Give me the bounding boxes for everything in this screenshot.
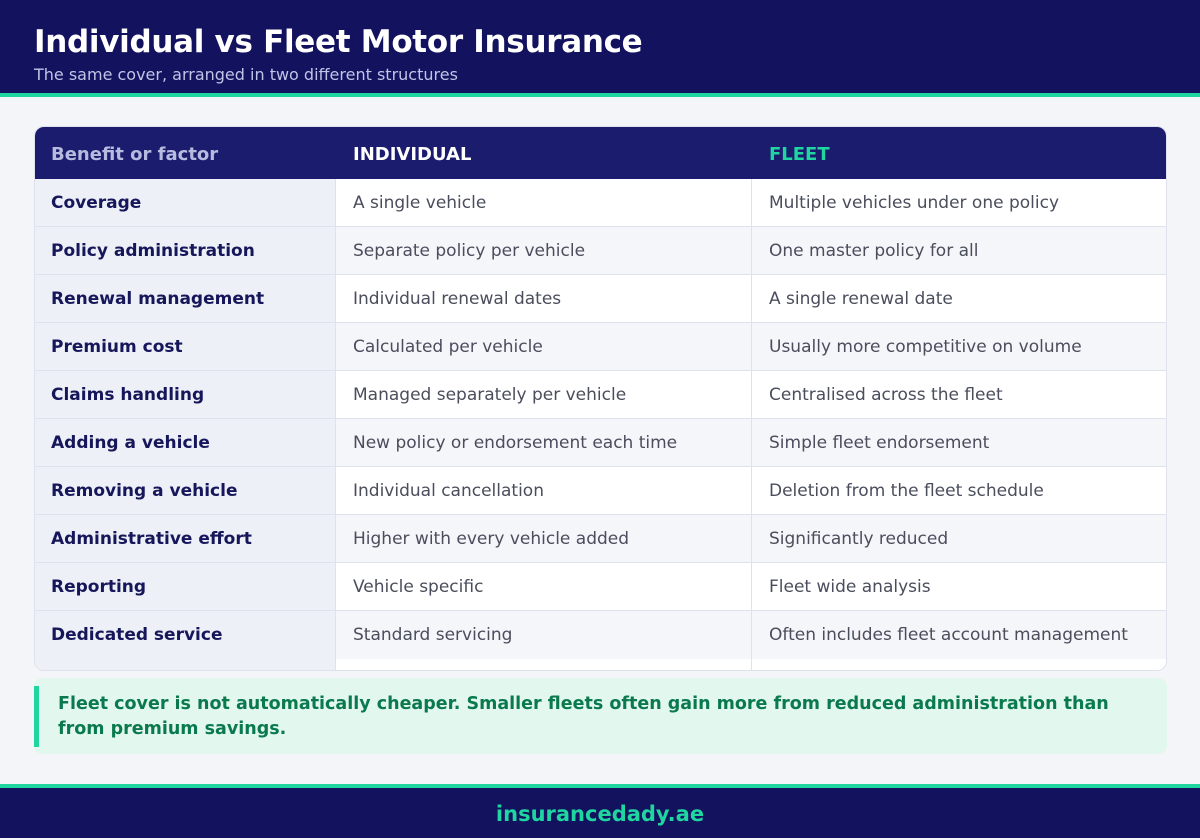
- cell-factor: Administrative effort: [51, 529, 252, 549]
- table-row: [35, 371, 1166, 419]
- page-title: Individual vs Fleet Motor Insurance: [34, 24, 643, 60]
- cell-factor: Removing a vehicle: [51, 481, 238, 501]
- cell-individual: A single vehicle: [353, 193, 487, 213]
- cell-fleet: Fleet wide analysis: [769, 577, 931, 597]
- cell-individual: Managed separately per vehicle: [353, 385, 627, 405]
- cell-fleet: Significantly reduced: [769, 529, 949, 549]
- cell-fleet: One master policy for all: [769, 241, 979, 261]
- column-header-fleet: FLEET: [769, 144, 830, 165]
- table-header: [35, 127, 1166, 179]
- cell-fleet: Multiple vehicles under one policy: [769, 193, 1060, 213]
- cell-factor: Claims handling: [51, 385, 205, 405]
- page-footer: [0, 788, 1200, 838]
- cell-factor: Adding a vehicle: [51, 433, 210, 453]
- table-row: [35, 515, 1166, 563]
- page-header: [0, 0, 1200, 93]
- cell-fleet: Simple fleet endorsement: [769, 433, 990, 453]
- table-row: [35, 227, 1166, 275]
- cell-individual: Higher with every vehicle added: [353, 529, 630, 549]
- footer-site[interactable]: insurancedady.ae: [495, 802, 705, 826]
- cell-individual: Calculated per vehicle: [353, 337, 543, 357]
- table-row: [35, 179, 1166, 227]
- cell-individual: Separate policy per vehicle: [353, 241, 586, 261]
- column-header-factor: Benefit or factor: [51, 144, 219, 165]
- cell-fleet: Usually more competitive on volume: [769, 337, 1082, 357]
- note-accent-bar: [34, 686, 39, 747]
- page-subtitle: The same cover, arranged in two different structures: [34, 65, 458, 84]
- cell-individual: Individual renewal dates: [353, 289, 562, 309]
- note-callout: [34, 678, 1167, 754]
- column-header-individual: INDIVIDUAL: [353, 144, 472, 165]
- column-divider: [751, 179, 752, 670]
- table-row: [35, 419, 1166, 467]
- cell-fleet: Often includes fleet account management: [769, 625, 1128, 645]
- note-text: Fleet cover is not automatically cheaper. Smaller fleets often gain more from reduced administration than from premium savings.: [58, 694, 1109, 739]
- cell-factor: Renewal management: [51, 289, 265, 309]
- cell-fleet: Deletion from the fleet schedule: [769, 481, 1044, 501]
- cell-factor: Coverage: [51, 193, 142, 213]
- cell-factor: Dedicated service: [51, 625, 223, 645]
- cell-individual: Vehicle specific: [353, 577, 484, 597]
- table-row: [35, 563, 1166, 611]
- header-accent-line: [0, 93, 1200, 97]
- cell-fleet: Centralised across the fleet: [769, 385, 1003, 405]
- cell-factor: Reporting: [51, 577, 147, 597]
- cell-factor: Premium cost: [51, 337, 183, 357]
- column-divider: [335, 179, 336, 670]
- table-row: [35, 467, 1166, 515]
- cell-individual: Standard servicing: [353, 625, 513, 645]
- table-row: [35, 275, 1166, 323]
- table-row: [35, 323, 1166, 371]
- comparison-table: [34, 126, 1167, 671]
- table-row: [35, 611, 1166, 659]
- cell-individual: Individual cancellation: [353, 481, 544, 501]
- cell-factor: Policy administration: [51, 241, 255, 261]
- cell-individual: New policy or endorsement each time: [353, 433, 678, 453]
- cell-fleet: A single renewal date: [769, 289, 953, 309]
